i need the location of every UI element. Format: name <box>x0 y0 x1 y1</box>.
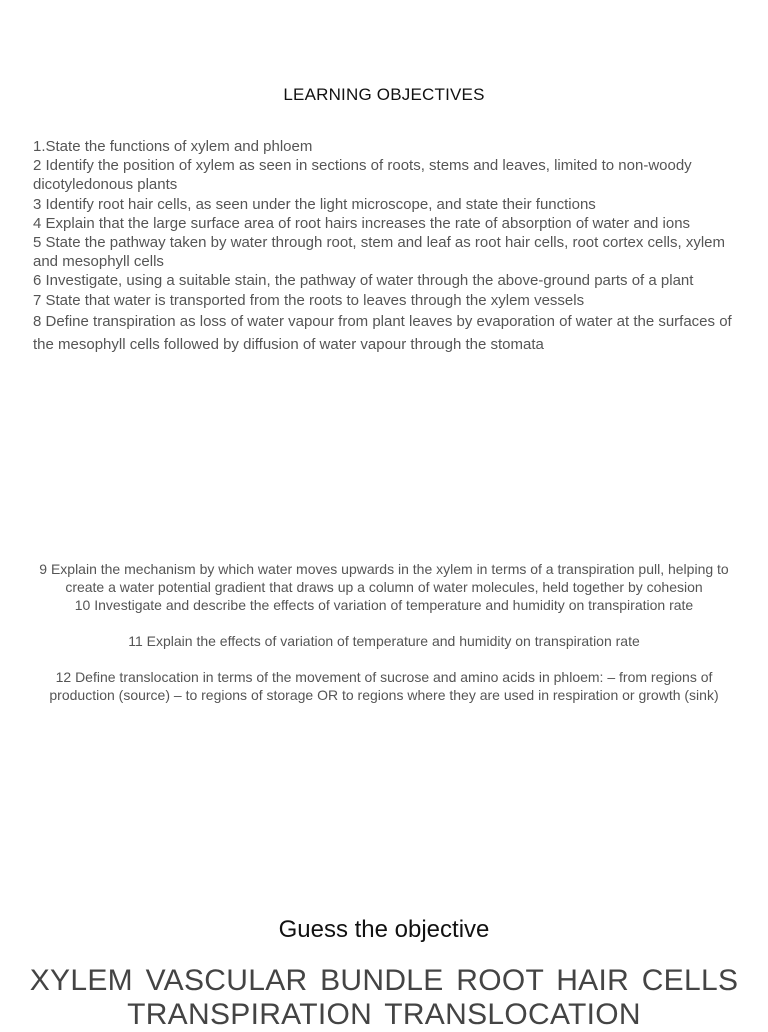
keyword-list: XYLEM VASCULAR BUNDLE ROOT HAIR CELLS TRANSPIRATION TRANSLOCATION <box>29 964 739 1031</box>
objective-11: 11 Explain the effects of variation of temperature and humidity on transpiration rate <box>128 633 640 649</box>
objective-1: 1.State the functions of xylem and phloem <box>33 138 313 155</box>
objective-8: 8 Define transpiration as loss of water vapour from plant leaves by evaporation of water at the surfaces of the mesophyll cells followed by diffusion of water vapour through the stomata <box>33 312 732 353</box>
objective-6: 6 Investigate, using a suitable stain, the pathway of water through the above-ground parts of a plant <box>33 272 694 290</box>
objective-4: 4 Explain that the large surface area of root hairs increases the rate of absorption of water and ions <box>33 214 691 232</box>
guess-objective-heading: Guess the objective <box>278 916 490 943</box>
objective-7: 7 State that water is transported from the roots to leaves through the xylem vessels <box>33 291 585 309</box>
objectives-list-part-2 <box>30 560 738 704</box>
objective-12: 12 Define translocation in terms of the movement of sucrose and amino acids in phloem: – from regions of production (source) – to regions of storage OR to regions where they are used in respiration or growth (sink) <box>49 669 719 703</box>
spacer <box>30 650 738 668</box>
objective-5: 5 State the pathway taken by water through root, stem and leaf as root hair cells, root cortex cells, xylem and mesophyll cells <box>33 234 726 271</box>
objective-3: 3 Identify root hair cells, as seen under the light microscope, and state their functions <box>33 195 596 213</box>
objective-10: 10 Investigate and describe the effects of variation of temperature and humidity on transpiration rate <box>74 597 694 613</box>
objectives-list-part-1 <box>33 137 738 356</box>
objective-9: 9 Explain the mechanism by which water moves upwards in the xylem in terms of a transpiration pull, helping to create a water potential gradient that draws up a column of water molecules, held together by cohesion <box>39 561 729 595</box>
page-title: LEARNING OBJECTIVES <box>283 85 485 104</box>
spacer <box>30 614 738 632</box>
objective-2: 2 Identify the position of xylem as seen in sections of roots, stems and leaves, limited to non-woody dicotyledonous plants <box>33 157 692 194</box>
